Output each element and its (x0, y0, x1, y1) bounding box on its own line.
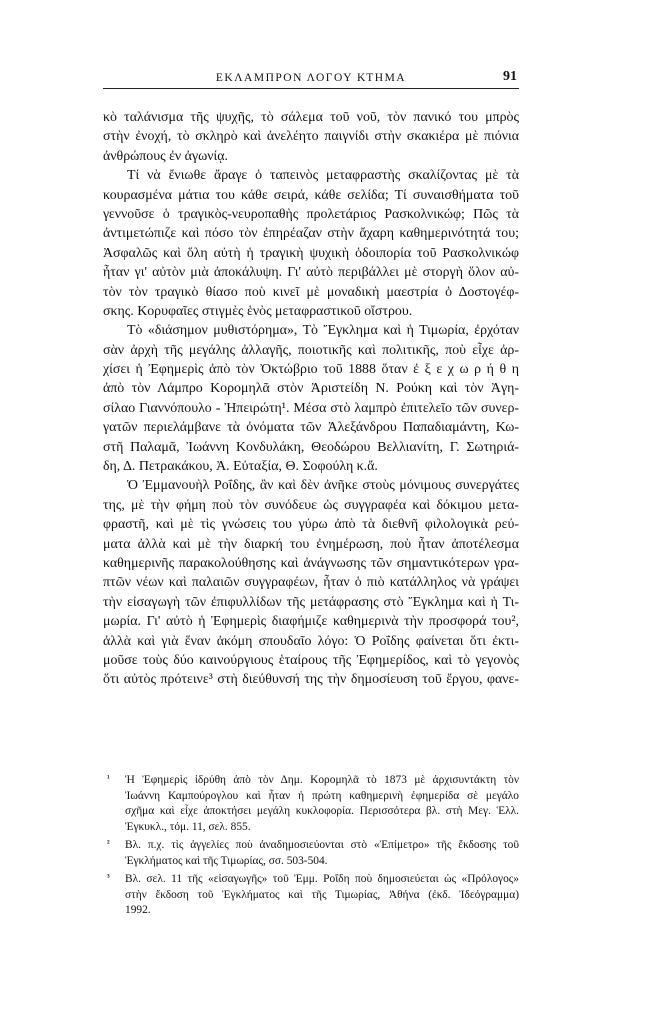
footnote (103, 872, 519, 919)
text-line: γατῶν περιελάμβανε τὰ ὀνόματα τῶν Ἀλεξάνδρου Παπαδιαμάντη, Κω- (103, 420, 519, 436)
footnote-line: στὴν ἔκδοση τοῦ Ἐγκλήματος καὶ τῆς Τιμωρίας, Ἀθήνα (ἐκδ. Ἰδεόγραμμα) (125, 888, 519, 901)
footnote (103, 773, 519, 835)
footnote-mark: ¹ (107, 773, 110, 783)
text-line: σκης. Κορυφαῖες στιγμὲς ἑνὸς μεταφραστικοῦ οἴστρου. (103, 303, 413, 319)
footnote (103, 838, 519, 869)
text-line: τὸν τὸν τραγικὸ θίασο ποὺ κινεῖ μὲ μοναδικὴ μαεστρία ὁ Δοστογέφ- (103, 284, 519, 300)
text-line: στῆ Παλαμᾶ, Ἰωάννη Κονδυλάκη, Θεοδώρου Βελλιανίτη, Γ. Σωτηριά- (103, 439, 519, 455)
footnote-line: σχῆμα καὶ εἶχε ἀποκτήσει μεγάλη κυκλοφορία. Περισσότερα βλ. στὴ Μεγ. Ἑλλ. (125, 805, 519, 817)
text-line: δη, Δ. Πετρακάκου, Ἀ. Εὐταξία, Θ. Σοφούλη κ.ἄ. (103, 459, 378, 475)
footnote-mark: ² (107, 838, 110, 848)
footnote-line: Ἡ Ἐφημερὶς ἱδρύθη ἀπὸ τὸν Δημ. Κορομηλᾶ τὸ 1873 μὲ ἀρχισυντάκτη τὸν (125, 774, 519, 786)
text-line: Τὸ «διάσημον μυθιστόρημα», Τὸ Ἔγκλημα καὶ ἡ Τιμωρία, ἐρχόταν (127, 323, 519, 339)
text-line: ἀνθρώπους ἐν ἀγωνίᾳ. (103, 148, 229, 164)
footnote-line: Ἐγκλήματος καὶ τῆς Τιμωρίας, σσ. 503-504. (125, 854, 328, 867)
text-line: γεννοῦσε ὁ τραγικὸς-νευροπαθὴς προλετάριος Ρασκολνικώφ; Πῶς τὰ (103, 206, 519, 222)
text-line: καθημερινῆς παρακολούθησης καὶ ἀνάγνωσης τῶν σημαντικότερων γρα- (103, 555, 519, 571)
text-line: της, μὲ τὴν φήμη ποὺ τὸν συνόδευε ὡς συγγραφέα καὶ δόκιμου μετα- (103, 497, 519, 513)
text-line: ὅτι αὐτὸς πρότεινε³ στὴ διεύθυνσή της τὴν δημοσίευση τοῦ ἔργου, φανε- (103, 672, 519, 688)
text-line: σίλαο Γιαννόπουλο - Ἠπειρώτη¹. Μέσα στὸ λαμπρὸ ἐπιτελεῖο τῶν συνερ- (103, 400, 519, 416)
text-line: χίσει ἡ Ἐφημερὶς ἀπὸ τὸν Ὀκτώβριο τοῦ 1888 ὅταν ἐ ξ ε χ ω ρ ή θ η (103, 362, 519, 378)
page-header (103, 68, 519, 89)
text-line: ἦταν γι' αὐτὸν μιὰ ἀποκάλυψη. Γι' αὐτὸ περιβάλλει μὲ στοργὴ ὅλον αὐ- (103, 265, 519, 281)
text-line: στὴν ἐνοχή, τὸ σκληρὸ καὶ ἀνελέητο παιγνίδι στὴν σκακιέρα μὲ πιόνια (103, 129, 519, 145)
text-line: φραστῆ, καὶ μὲ τὶς γνώσεις του γύρω ἀπὸ τὰ διεθνῆ φιλολογικὰ ρεύ- (103, 517, 519, 533)
text-line: Ὁ Ἐμμανουὴλ Ροΐδης, ἂν καὶ δὲν ἀνῆκε στοὺς μόνιμους συνεργάτες (127, 478, 519, 494)
text-line: κουρασμένα μάτια του κάθε σειρά, κάθε σελίδα; Τί συναισθήματα τοῦ (103, 187, 519, 203)
footnote-line: Βλ. π.χ. τὶς ἀγγελίες ποὺ ἀναδημοσιεύονται στὸ «Ἐπίμετρο» τῆς ἔκδοσης τοῦ (125, 839, 519, 851)
text-line: ἀντιμετώπιζε καὶ πόσο τὸν ἐπηρέαζαν στὴν ἄχαρη καθημερινότητά του; (103, 226, 519, 242)
text-line: σὰν ἀρχὴ τῆς μεγάλης ἀλλαγῆς, ποιοτικῆς καὶ πολιτικῆς, ποὺ εἶχε ἀρ- (103, 342, 519, 358)
footnote-line: Ἐγκυκλ., τόμ. 11, σελ. 855. (125, 820, 251, 833)
footnote-line: Ἰωάννη Καμπούρογλου καὶ ἦταν ἡ πρώτη καθημερινὴ ἐφημερίδα σὲ μεγάλο (125, 789, 519, 802)
footnotes (103, 773, 519, 922)
text-line: μοῦσε τοὺς δύο καινούργιους ἑταίρους τῆς Ἐφημερίδος, καὶ τὸ γεγονὸς (103, 652, 519, 668)
text-line: μωρία. Γι' αὐτὸ ἡ Ἐφημερὶς διαφήμιζε καθημερινὰ τὴν προσφορά του², (103, 614, 519, 630)
text-line: πτῶν νέων καὶ παλαιῶν συγγραφέων, ἦταν ὁ πιὸ κατάλληλος νὰ γράψει (103, 575, 519, 591)
page-number: 91 (503, 69, 517, 84)
text-line: Τί νὰ ἔνιωθε ἄραγε ὁ ταπεινὸς μεταφραστὴς σκαλίζοντας μὲ τὰ (127, 168, 519, 184)
body-text (103, 108, 519, 690)
text-line: Ἀσφαλῶς καὶ ὅλη αὐτὴ ἡ τραγικὴ ψυχικὴ ὁδοιπορία τοῦ Ρασκολνικώφ (103, 245, 519, 261)
text-line: ἀπὸ τὸν Λάμπρο Κορομηλᾶ στὸν Ἀριστείδη Ν. Ρούκη καὶ τὸν Ἀγη- (103, 381, 519, 397)
text-line: κὸ ταλάνισμα τῆς ψυχῆς, τὸ σάλεμα τοῦ νοῦ, τὸν πανικό του μπρὸς (103, 110, 519, 125)
text-line: ἀλλὰ καὶ γιὰ ἕναν ἀκόμη σπουδαῖο λόγο: Ὁ Ροΐδης φαίνεται ὅτι ἐκτι- (103, 633, 519, 649)
footnote-line: Βλ. σελ. 11 τῆς «εἰσαγωγῆς» τοῦ Ἐμμ. Ροΐδη ποὺ δημοσιεύεται ὡς «Πρόλογος» (125, 873, 519, 885)
text-line: τὴν εἰσαγωγὴ τῶν ἐπιφυλλίδων τῆς μετάφρασης στὸ Ἔγκλημα καὶ ἡ Τι- (103, 594, 519, 610)
footnote-mark: ³ (107, 872, 110, 882)
text-line: ματα ἀλλὰ καὶ μὲ τὴν διαρκή του ἐνημέρωση, ποὺ ἦταν ἀποτέλεσμα (103, 536, 519, 552)
footnote-line: 1992. (125, 904, 151, 916)
running-head: ΕΚΛΑΜΠΡΟΝ ΛΟΓΟΥ ΚΤΗΜΑ (215, 72, 407, 84)
